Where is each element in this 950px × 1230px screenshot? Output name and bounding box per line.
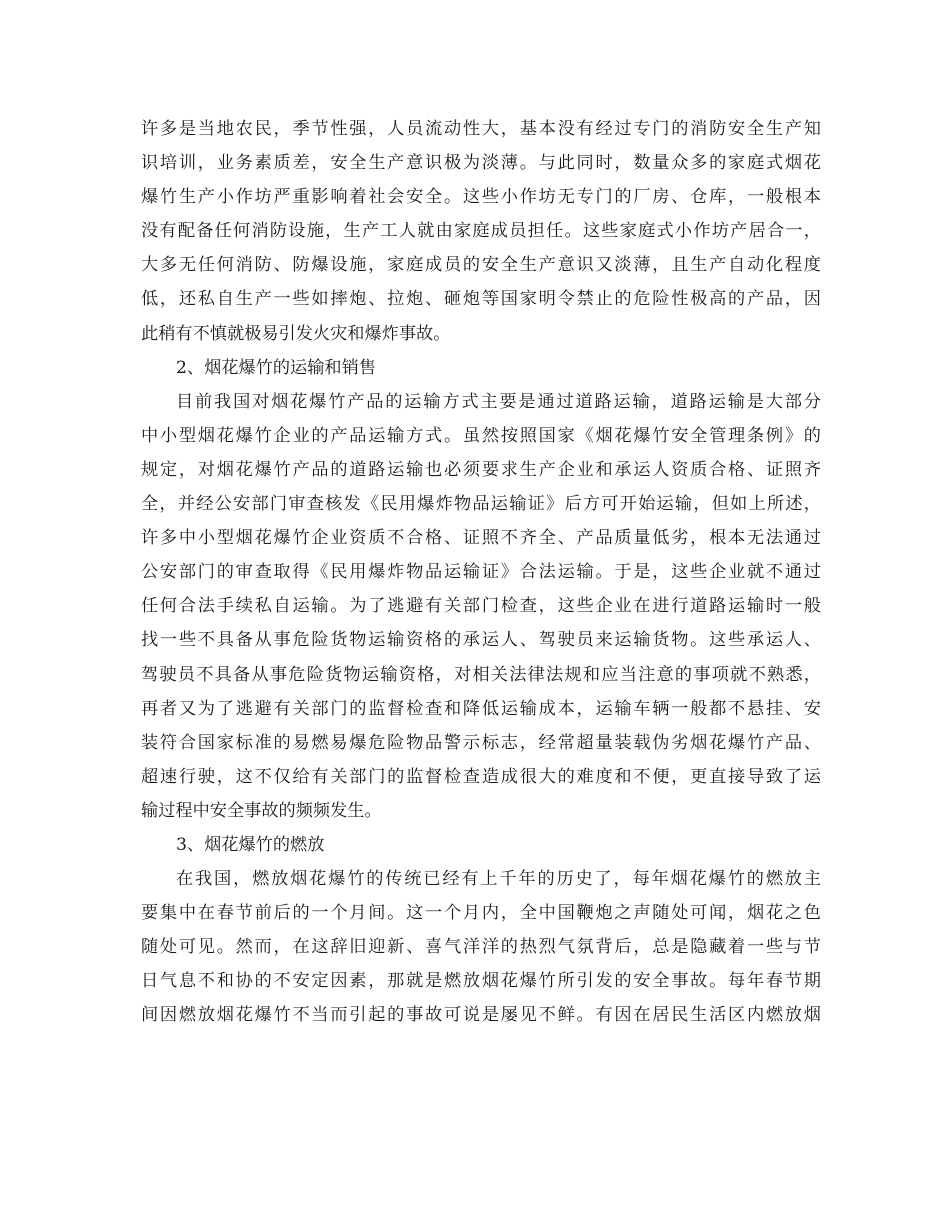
- paragraph-line: 此稍有不慎就极易引发火灾和爆炸事故。: [141, 323, 451, 344]
- paragraph-line: 超速行驶，这不仅给有关部门的监督检查造成很大的难度和不便，更直接导致了运: [141, 766, 821, 787]
- paragraph-line: 中小型烟花爆竹企业的产品运输方式。虽然按照国家《烟花爆竹安全管理条例》的: [141, 425, 821, 446]
- paragraph-line: 公安部门的审查取得《民用爆炸物品运输证》合法运输。于是，这些企业就不通过: [141, 562, 821, 583]
- paragraph-line: 装符合国家标准的易燃易爆危险物品警示标志，经常超量装载伪劣烟花爆竹产品、: [141, 732, 821, 753]
- paragraph-line: 爆竹生产小作坊严重影响着社会安全。这些小作坊无专门的厂房、仓库，一般根本: [141, 187, 821, 208]
- paragraph-line: 随处可见。然而，在这辞旧迎新、喜气洋洋的热烈气氛背后，总是隐藏着一些与节: [141, 937, 821, 958]
- paragraph-line: 日气息不和协的不安定因素，那就是燃放烟花爆竹所引发的安全事故。每年春节期: [141, 971, 821, 992]
- paragraph-line: 没有配备任何消防设施，生产工人就由家庭成员担任。这些家庭式小作坊产居合一，: [141, 221, 821, 242]
- paragraph-line: 识培训，业务素质差，安全生产意识极为淡薄。与此同时，数量众多的家庭式烟花: [141, 153, 821, 174]
- paragraph-line: 再者又为了逃避有关部门的监督检查和降低运输成本，运输车辆一般都不悬挂、安: [141, 698, 821, 719]
- paragraph-line: 规定，对烟花爆竹产品的道路运输也必须要求生产企业和承运人资质合格、证照齐: [141, 459, 821, 480]
- paragraph-line: 间因燃放烟花爆竹不当而引起的事故可说是屡见不鲜。有因在居民生活区内燃放烟: [141, 1005, 821, 1026]
- paragraph-line: 驾驶员不具备从事危险货物运输资格，对相关法律法规和应当注意的事项就不熟悉，: [141, 664, 821, 685]
- paragraph-line: 在我国，燃放烟花爆竹的传统已经有上千年的历史了，每年烟花爆竹的燃放主: [176, 869, 821, 890]
- paragraph-line: 要集中在春节前后的一个月间。这一个月内，全中国鞭炮之声随处可闻，烟花之色: [141, 903, 821, 924]
- paragraph-line: 大多无任何消防、防爆设施，家庭成员的安全生产意识又淡薄，且生产自动化程度: [141, 255, 821, 276]
- paragraph-line: 许多中小型烟花爆竹企业资质不合格、证照不齐全、产品质量低劣，根本无法通过: [141, 528, 821, 549]
- section-heading: 2、烟花爆竹的运输和销售: [176, 357, 376, 378]
- section-heading: 3、烟花爆竹的燃放: [176, 834, 325, 855]
- paragraph-line: 低，还私自生产一些如摔炮、拉炮、砸炮等国家明令禁止的危险性极高的产品，因: [141, 289, 821, 310]
- paragraph-line: 许多是当地农民，季节性强，人员流动性大，基本没有经过专门的消防安全生产知: [141, 119, 821, 139]
- paragraph-line: 输过程中安全事故的频频发生。: [141, 800, 382, 821]
- document-body: [141, 112, 821, 1033]
- paragraph-line: 目前我国对烟花爆竹产品的运输方式主要是通过道路运输，道路运输是大部分: [176, 391, 821, 412]
- paragraph-line: 全，并经公安部门审查核发《民用爆炸物品运输证》后方可开始运输，但如上所述，: [141, 494, 821, 515]
- paragraph-line: 找一些不具备从事危险货物运输资格的承运人、驾驶员来运输货物。这些承运人、: [141, 630, 821, 651]
- paragraph-line: 任何合法手续私自运输。为了逃避有关部门检查，这些企业在进行道路运输时一般: [141, 596, 821, 617]
